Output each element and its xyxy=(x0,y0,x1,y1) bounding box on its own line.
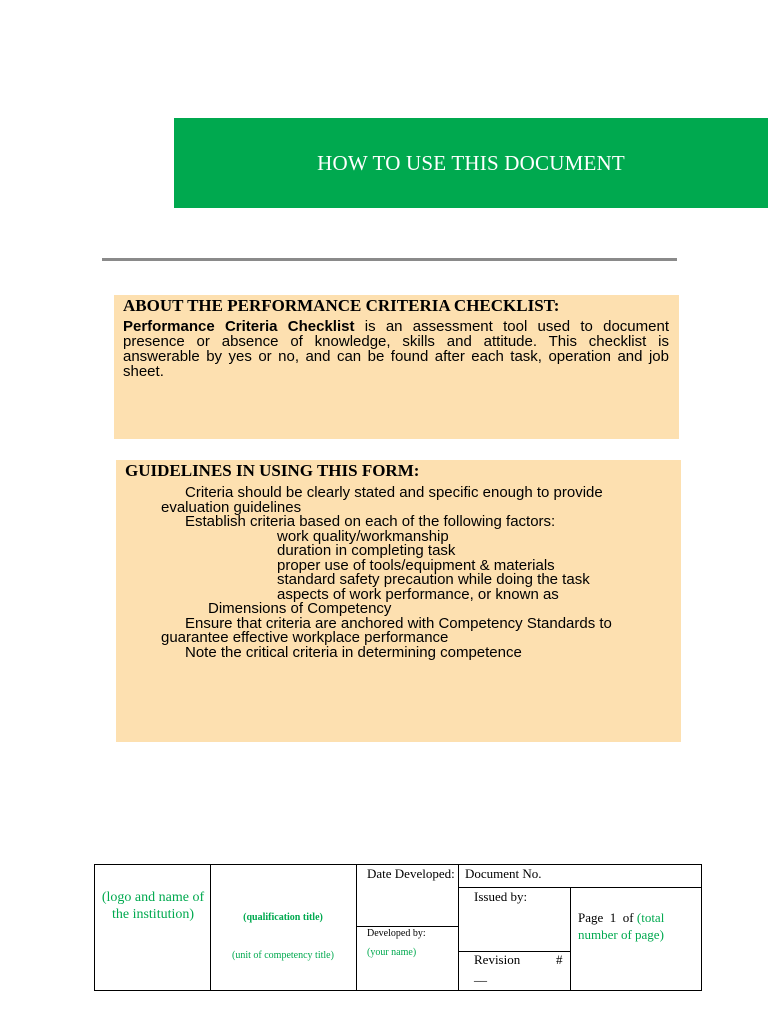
guideline-line: proper use of tools/equipment & materials xyxy=(277,557,555,574)
guideline-line: Note the critical criteria in determining competence xyxy=(185,644,522,661)
revision-label: Revision xyxy=(474,952,521,967)
document-number-label: Document No. xyxy=(465,866,542,881)
revision-value: __ xyxy=(474,968,487,983)
unit-of-competency-title: (unit of competency title) xyxy=(232,950,334,961)
about-text: is an assessment tool used to document presence or absence of knowledge, skills and attitude. This checklist is answerable by yes or no, and can be found after each task, operation and job sheet. xyxy=(123,318,669,380)
guideline-line: Criteria should be clearly stated and specific enough to provide xyxy=(185,484,603,501)
about-paragraph xyxy=(123,319,669,379)
developed-by-label: Developed by: xyxy=(367,928,426,939)
guideline-line: Ensure that criteria are anchored with Competency Standards to xyxy=(185,615,612,632)
page-counter xyxy=(578,909,700,943)
about-term: Performance Criteria Checklist xyxy=(123,318,355,335)
about-heading: ABOUT THE PERFORMANCE CRITERIA CHECKLIST: xyxy=(123,296,560,315)
guideline-line: standard safety precaution while doing the task xyxy=(277,571,590,588)
issued-by-label: Issued by: xyxy=(474,889,528,904)
guideline-line: Establish criteria based on each of the following factors: xyxy=(185,513,556,530)
guideline-line: duration in completing task xyxy=(277,542,456,559)
divider xyxy=(102,258,677,261)
header-banner xyxy=(174,118,768,208)
revision-hash: # xyxy=(556,952,563,967)
guideline-line: guarantee effective workplace performance xyxy=(161,629,449,646)
page-of: of xyxy=(622,910,634,925)
logo-placeholder: (logo and name of the institution) xyxy=(101,890,205,922)
page-title: HOW TO USE THIS DOCUMENT xyxy=(317,151,625,175)
guidelines-heading: GUIDELINES IN USING THIS FORM: xyxy=(125,461,420,480)
guideline-line: evaluation guidelines xyxy=(161,499,302,516)
qualification-title: (qualification title) xyxy=(243,912,323,923)
total-pages: (total number of page) xyxy=(578,910,665,942)
developer-name: (your name) xyxy=(367,947,417,958)
guideline-line: aspects of work performance, or known as xyxy=(277,586,559,603)
guideline-line: Dimensions of Competency xyxy=(208,600,392,617)
document-footer-table xyxy=(94,864,702,991)
about-section xyxy=(114,295,679,439)
page-number: 1 xyxy=(609,910,617,925)
guideline-line: work quality/workmanship xyxy=(277,528,449,545)
guidelines-section xyxy=(116,460,681,742)
page-prefix: Page xyxy=(578,910,604,925)
date-developed-label: Date Developed: xyxy=(367,866,455,881)
